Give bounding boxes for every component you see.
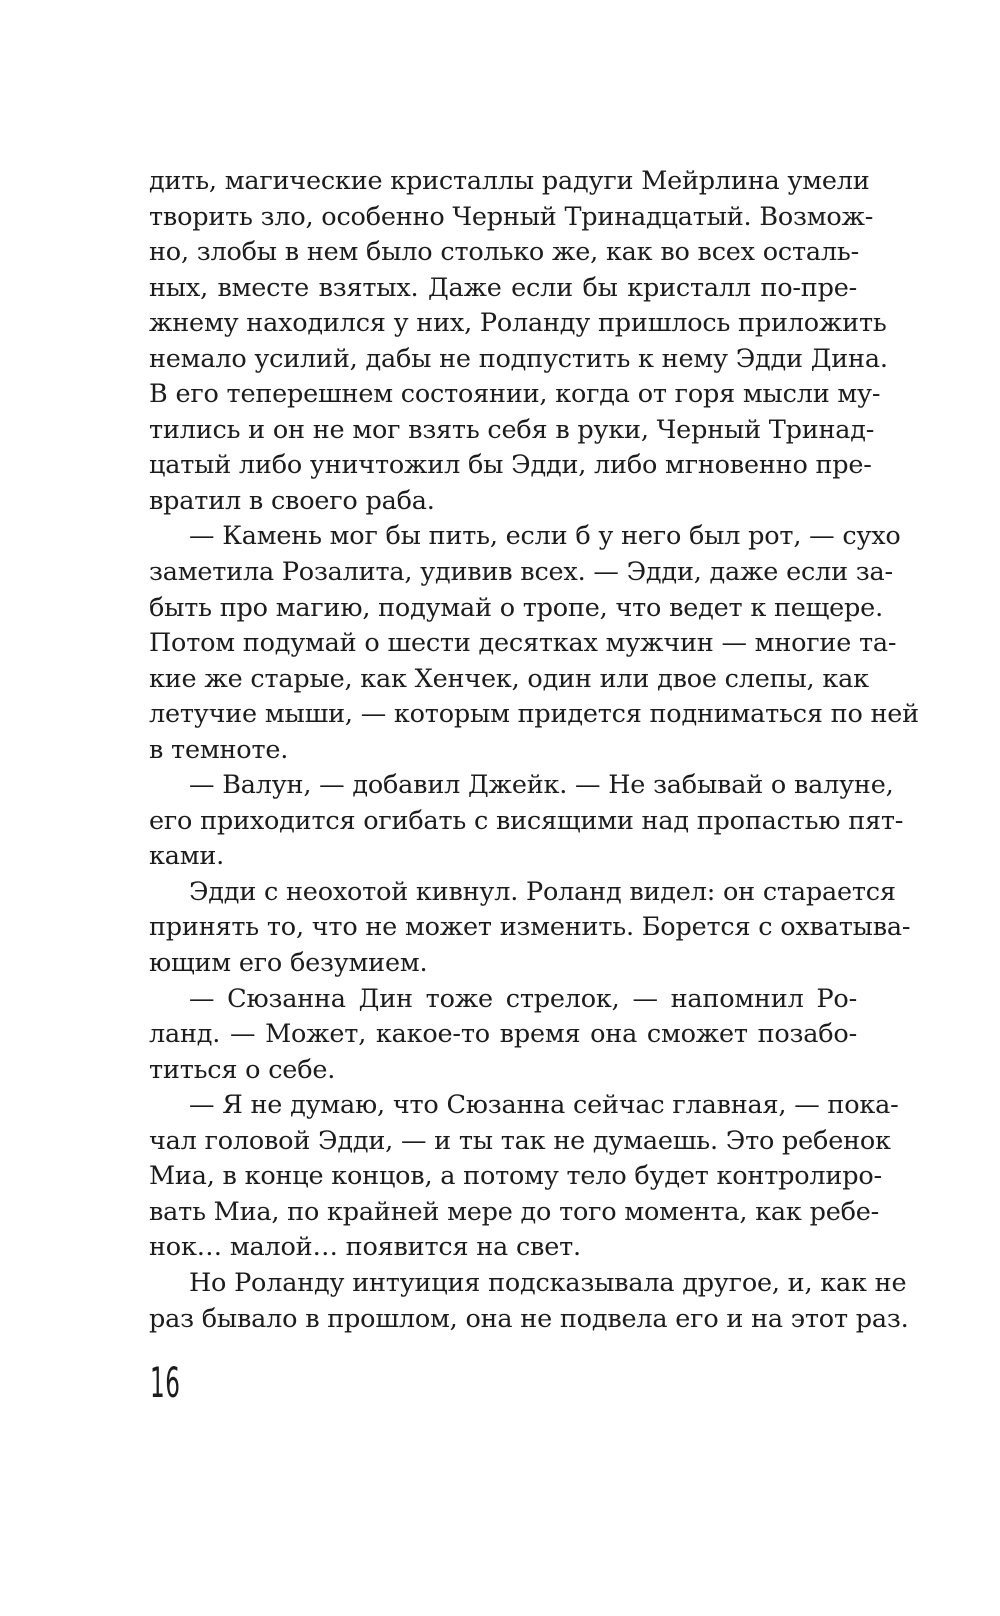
text-line: Но Роланду интуиция подсказывала другое, и, как не [189,1267,907,1298]
body-text [149,164,919,1337]
text-line: заметила Розалита, удивив всех. — Эдди, даже если за- [149,557,893,588]
text-line: — Валун, — добавил Джейк. — Не забывай о валуне, [189,770,894,801]
text-line: жнему находился у них, Роланду пришлось приложить [149,308,887,339]
text-line: ками. [149,841,225,872]
text-line: чал головой Эдди, — и ты так не думаешь. Это ребенок [149,1125,891,1156]
text-line: — Камень мог бы пить, если б у него был рот, — сухо [189,521,901,552]
text-line: Миа, в конце концов, а потому тело будет контролиро- [149,1161,882,1192]
text-line: ющим его безумием. [149,948,428,979]
text-line: ланд. — Может, какое-то время она сможет позабо- [149,1019,857,1050]
text-line: цатый либо уничтожил бы Эдди, либо мгновенно пре- [149,450,872,481]
text-line: Потом подумай о шести десятках мужчин — многие та- [149,628,897,659]
text-line: раз бывало в прошлом, она не подвела его и на этот раз. [149,1303,909,1334]
text-line: дить, магические кристаллы радуги Мейрлина умели [149,166,870,196]
text-line: Эдди с неохотой кивнул. Роланд видел: он старается [189,876,896,907]
text-line: немало усилий, дабы не подпустить к нему Эдди Дина. [149,343,888,374]
text-line: но, злобы в нем было столько же, как во всех осталь- [149,237,860,268]
text-line: В его теперешнем состоянии, когда от горя мысли му- [149,379,881,410]
text-line: вратил в своего раба. [149,485,435,516]
text-line: ных, вместе взятых. Даже если бы кристалл по-пре- [149,272,857,303]
text-line: вать Миа, по крайней мере до того момента, как ребе- [149,1196,880,1227]
text-line: титься о себе. [149,1054,336,1085]
text-line: — Сюзанна Дин тоже стрелок, — напомнил Ро- [189,983,857,1014]
page-number: 16 [150,1358,181,1407]
text-line: его приходится огибать с висящими над пропастью пят- [149,805,904,836]
text-line: летучие мыши, — которым придется подниматься по ней [149,699,919,730]
text-line: в темноте. [149,734,289,765]
text-line: принять то, что не может изменить. Борется с охватыва- [149,912,911,943]
text-line: — Я не думаю, что Сюзанна сейчас главная, — пока- [189,1090,899,1121]
text-line: творить зло, особенно Черный Тринадцатый. Возмож- [149,201,874,232]
text-line: быть про магию, подумай о тропе, что ведет к пещере. [149,592,883,623]
text-line: тились и он не мог взять себя в руки, Черный Тринад- [149,414,875,445]
text-line: нок… малой… появится на свет. [149,1232,581,1263]
text-line: кие же старые, как Хенчек, один или двое слепы, как [149,663,869,694]
